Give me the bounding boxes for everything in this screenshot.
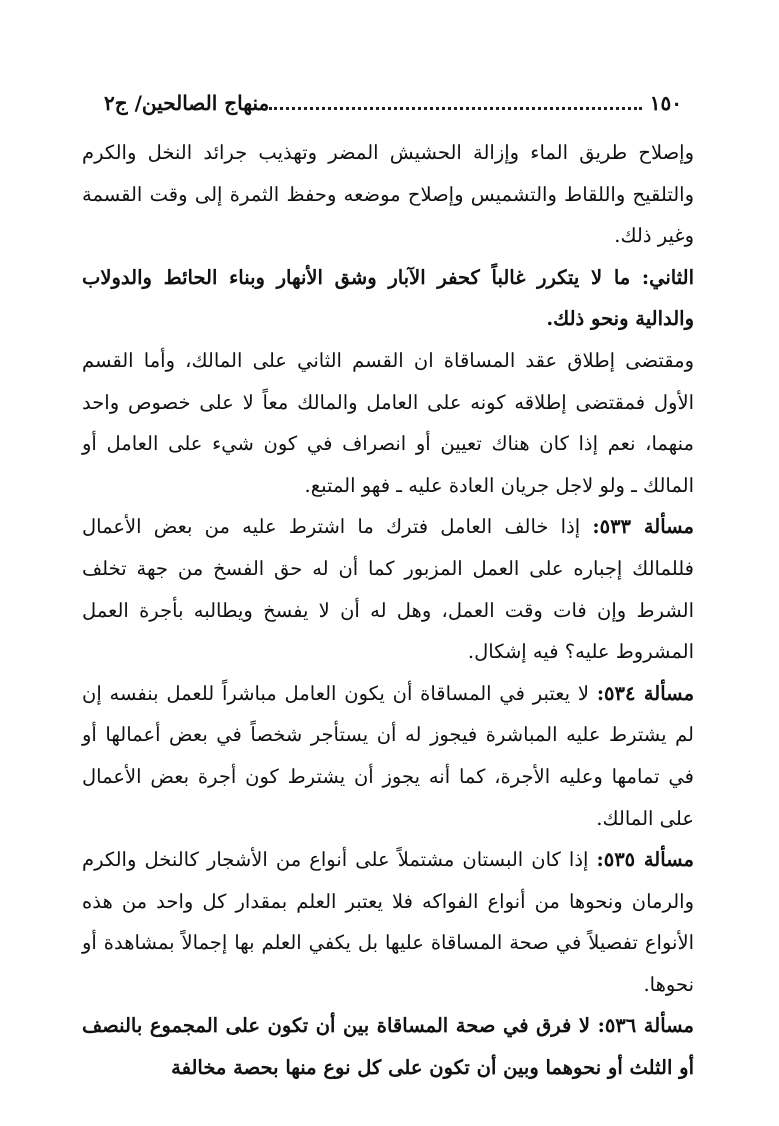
paragraph-text: ومقتضى إطلاق عقد المساقاة ان القسم الثاني على المالك، وأما القسم الأول فمقتضى إطلاقه كونه على العامل والمالك معاً لا على خصوص واحد منهما، نعم إذا كان هناك تعيين أو انصراف في كون شيء على العامل أو المالك ـ ولو لاجل جريان العادة عليه ـ فهو المتبع. (82, 348, 694, 497)
paragraph (82, 839, 694, 1005)
body-text (82, 132, 694, 1089)
paragraph-text: ما لا يتكرر غالباً كحفر الآبار وشق الأنهار وبناء الحائط والدولاب والدالية ونحو ذلك. (82, 265, 694, 331)
paragraph (82, 1005, 694, 1088)
paragraph-text: إذا كان البستان مشتملاً على أنواع من الأشجار كالنخل والكرم والرمان ونحوها من أنواع الفواكه فلا يعتبر العلم بمقدار كل واحد من هذه الأنواع تفصيلاً في صحة المساقاة عليها بل يكفي العلم بها إجمالاً بمشاهدة أو نحوها. (82, 848, 694, 996)
header-dotted-leader (269, 107, 642, 110)
issue-label: مسألة ٥٣٦: (597, 1014, 694, 1038)
page-number: ١٥٠ (649, 91, 682, 115)
running-title: منهاج الصالحين/ ج٢ (104, 91, 270, 115)
paragraph-text: وإصلاح طريق الماء وإزالة الحشيش المضر وتهذيب جرائد النخل والكرم والتلقيح واللقاط والتشميس وإصلاح موضعه وحفظ الثمرة إلى وقت القسمة وغير ذلك. (82, 141, 694, 248)
paragraph-label: الثاني: (641, 265, 694, 289)
paragraph (82, 257, 694, 340)
paragraph (82, 506, 694, 672)
paragraph-text: لا يعتبر في المساقاة أن يكون العامل مباشراً للعمل بنفسه إن لم يشترط عليه المباشرة فيجوز له أن يستأجر شخصاً في بعض أعمالها أو في تمامها وعليه الأجرة، كما أنه يجوز أن يشترط كون أجرة بعض الأعمال على المالك. (82, 681, 694, 830)
paragraph-text: إذا خالف العامل فترك ما اشترط عليه من بعض الأعمال فللمالك إجباره على العمل المزبور كما أن له حق الفسخ من جهة تخلف الشرط وإن فات وقت العمل، وهل له أن لا يفسخ ويطالبه بأجرة العمل المشروط عليه؟ فيه إشكال. (82, 515, 694, 664)
issue-label: مسألة ٥٣٥: (596, 848, 695, 872)
issue-label: مسألة ٥٣٣: (592, 515, 694, 539)
issue-label: مسألة ٥٣٤: (596, 681, 695, 705)
page-header (96, 86, 682, 120)
paragraph (82, 340, 694, 506)
paragraph (82, 132, 694, 257)
paragraph (82, 673, 694, 839)
paragraph-text: لا فرق في صحة المساقاة بين أن تكون على المجموع بالنصف أو الثلث أو نحوهما وبين أن تكون على كل نوع منها بحصة مخالفة (82, 1014, 694, 1080)
